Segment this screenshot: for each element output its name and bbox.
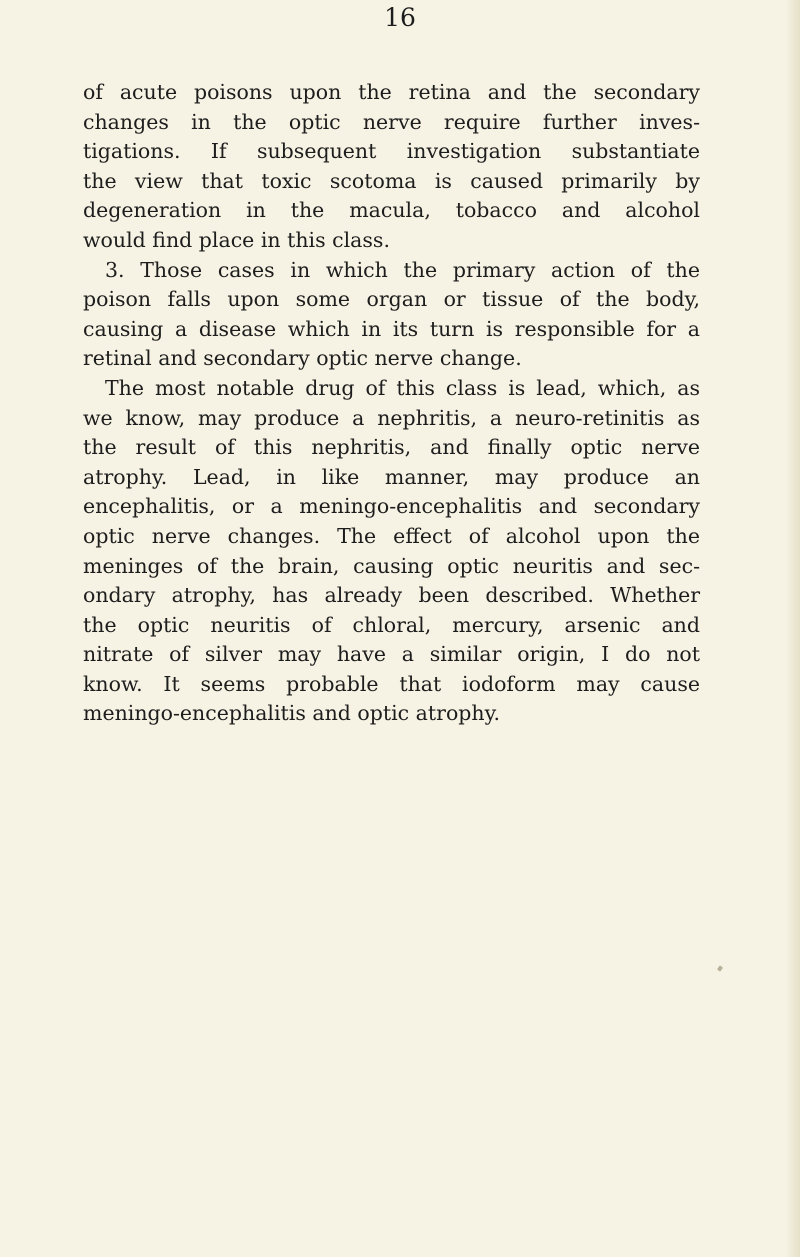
text-line: we know, may produce a nephritis, a neuro-retinitis as bbox=[83, 405, 700, 430]
paper-speck bbox=[717, 965, 723, 971]
text-line: optic nerve changes. The effect of alcohol upon the bbox=[83, 523, 700, 548]
text-line: the result of this nephritis, and finally optic nerve bbox=[83, 435, 700, 460]
text-line: meningo-encephalitis and optic atrophy. bbox=[83, 701, 500, 726]
text-line: know. It seems probable that iodoform may cause bbox=[83, 671, 700, 696]
text-line: the optic neuritis of chloral, mercury, arsenic and bbox=[83, 612, 700, 637]
text-line: poison falls upon some organ or tissue of the body, bbox=[83, 287, 700, 312]
page-number: 16 bbox=[384, 3, 416, 32]
text-line: The most notable drug of this class is lead, which, as bbox=[105, 375, 700, 400]
text-line: the view that toxic scotoma is caused primarily by bbox=[83, 168, 700, 193]
text-line: causing a disease which in its turn is responsible for a bbox=[83, 316, 700, 341]
text-line: 3. Those cases in which the primary action of the bbox=[105, 257, 700, 282]
text-line: encephalitis, or a meningo-encephalitis and secondary bbox=[83, 494, 700, 519]
text-line: of acute poisons upon the retina and the secondary bbox=[83, 80, 700, 104]
text-line: ondary atrophy, has already been described. Whether bbox=[83, 583, 700, 608]
text-line: changes in the optic nerve require further inves- bbox=[83, 109, 700, 134]
text-line: would find place in this class. bbox=[83, 227, 390, 252]
text-line: retinal and secondary optic nerve change. bbox=[83, 346, 522, 371]
text-line: meninges of the brain, causing optic neuritis and sec- bbox=[83, 553, 700, 578]
text-line: atrophy. Lead, in like manner, may produce an bbox=[83, 464, 700, 489]
page-edge-shadow bbox=[786, 0, 800, 1257]
text-line: tigations. If subsequent investigation substantiate bbox=[83, 139, 700, 164]
text-line: nitrate of silver may have a similar origin, I do not bbox=[83, 642, 700, 667]
body-text bbox=[83, 78, 700, 729]
text-line: degeneration in the macula, tobacco and alcohol bbox=[83, 198, 700, 223]
